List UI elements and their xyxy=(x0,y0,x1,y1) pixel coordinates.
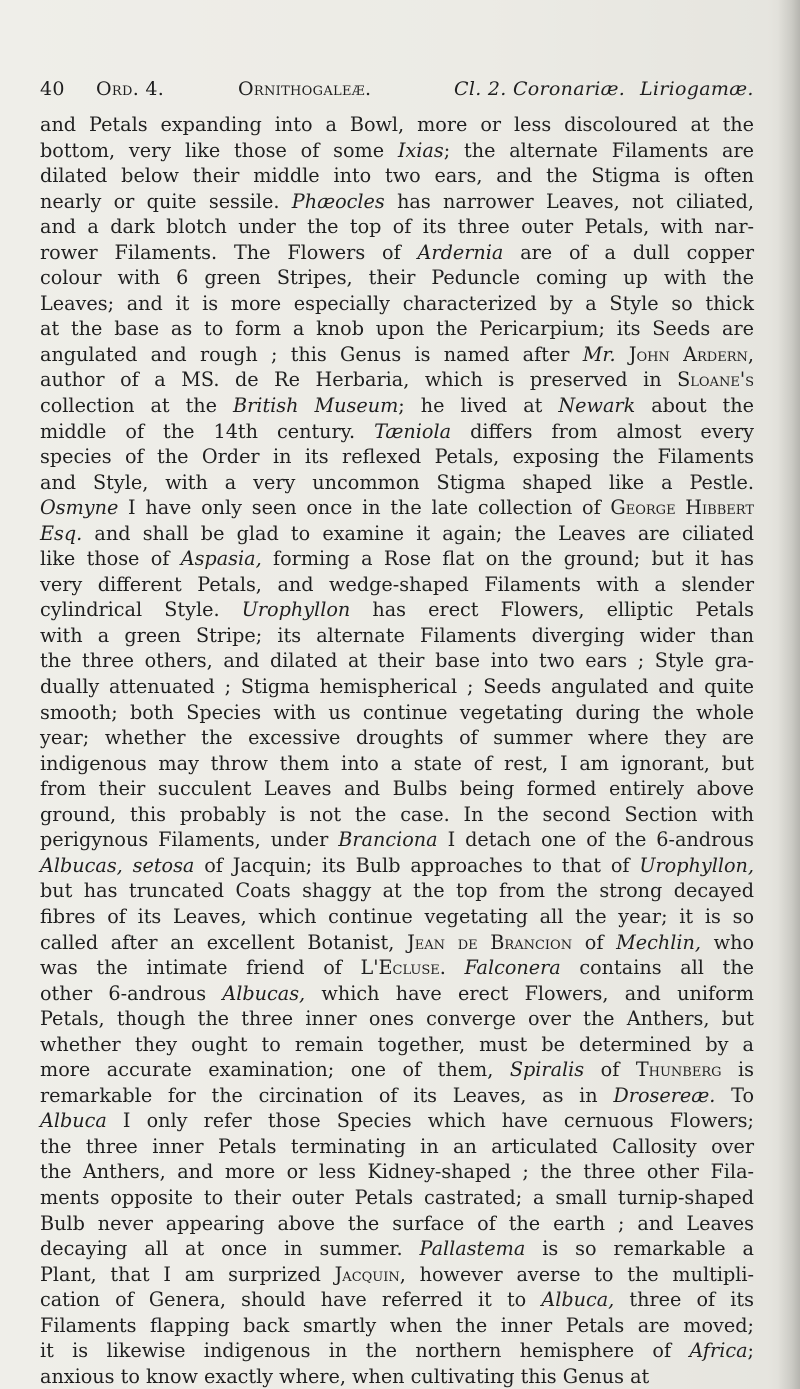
text-line xyxy=(40,1313,754,1339)
text-line xyxy=(40,572,754,598)
italic-term: Aspasia, xyxy=(180,547,262,571)
text-run: Leaves; and it is more especially characterized by a Style so thick xyxy=(40,291,754,315)
italic-term: Urophyllon, xyxy=(639,853,754,877)
text-run: of xyxy=(584,1058,636,1082)
text-line xyxy=(40,802,754,828)
italic-term: Osmyne xyxy=(40,496,119,520)
text-run: dually attenuated ; Stigma hemispherical ; Seeds angulated and quite xyxy=(40,675,754,699)
italic-term: Mr. xyxy=(582,342,616,366)
text-run: from their succulent Leaves and Bulbs being formed entirely above xyxy=(40,777,754,801)
text-run: indigenous may throw them into a state of rest, I am ignorant, but xyxy=(40,751,754,775)
text-line xyxy=(40,546,754,572)
text-run: differs from almost every xyxy=(451,419,754,443)
text-run: middle of the 14th century. xyxy=(40,419,375,443)
italic-term: Pallastema xyxy=(419,1237,526,1261)
text-line xyxy=(40,470,754,496)
text-run: ; the alternate Filaments are xyxy=(443,138,754,162)
text-line xyxy=(40,930,754,956)
text-line xyxy=(40,1211,754,1237)
italic-term: Newark xyxy=(558,394,636,418)
small-caps-name: George Hibbert xyxy=(610,496,754,520)
text-line xyxy=(40,495,754,521)
italic-term: Branciona xyxy=(338,828,438,852)
text-run: is so remarkable a xyxy=(525,1237,754,1261)
text-run: fibres of its Leaves, which continue vegetating all the year; it is so xyxy=(40,904,754,928)
text-line xyxy=(40,700,754,726)
text-run xyxy=(616,343,629,366)
text-run: forming a Rose flat on the ground; but it has xyxy=(261,547,754,571)
text-line xyxy=(40,751,754,777)
text-run: ; xyxy=(747,1339,754,1363)
text-run: cation of Genera, should have referred it to xyxy=(40,1288,542,1312)
text-run: smooth; both Species with us continue vegetating during the whole xyxy=(40,700,754,724)
text-run: dilated below their middle into two ears, and the Stigma is often xyxy=(40,164,754,188)
text-line xyxy=(40,214,754,240)
text-line xyxy=(40,367,754,393)
text-line xyxy=(40,776,754,802)
text-run: angulated and rough ; this Genus is named after xyxy=(40,342,583,366)
italic-term: Tæniola xyxy=(374,419,452,443)
text-line xyxy=(40,240,754,266)
text-line xyxy=(40,1159,754,1185)
italic-term: Albuca xyxy=(40,1109,107,1133)
small-caps-name: Sloane's xyxy=(677,368,754,392)
italic-term: Urophyllon xyxy=(241,598,351,622)
text-run: who xyxy=(700,930,754,954)
text-run: and Style, with a very uncommon Stigma shaped like a Pestle. xyxy=(40,470,754,494)
text-run: about the xyxy=(635,394,754,418)
text-line xyxy=(40,597,754,623)
text-line xyxy=(40,955,754,981)
text-run: called after an excellent Botanist, xyxy=(40,930,408,954)
text-run: at the base as to form a knob upon the Pericarpium; its Seeds are xyxy=(40,317,754,341)
text-line xyxy=(40,1108,754,1134)
order-name: Liriogamæ. xyxy=(640,78,754,100)
text-run: is xyxy=(721,1058,755,1082)
text-line xyxy=(40,1236,754,1262)
text-line xyxy=(40,444,754,470)
text-line xyxy=(40,623,754,649)
text-line xyxy=(40,827,754,853)
text-line xyxy=(40,1338,754,1364)
text-line xyxy=(40,904,754,930)
text-line xyxy=(40,725,754,751)
text-run: but has truncated Coats shaggy at the top from the strong decayed xyxy=(40,879,754,903)
text-line xyxy=(40,138,754,164)
text-run: perigynous Filaments, under xyxy=(40,828,339,852)
text-line xyxy=(40,1006,754,1032)
text-run: rower Filaments. The Flowers of xyxy=(40,240,418,264)
text-run: has narrower Leaves, not ciliated, xyxy=(384,189,755,213)
text-run: decaying all at once in summer. xyxy=(40,1237,420,1261)
text-run: which have erect Flowers, and uniform xyxy=(305,981,754,1005)
small-caps-name: Thunberg xyxy=(635,1058,722,1082)
text-line xyxy=(40,878,754,904)
italic-term: Mechlin, xyxy=(616,930,701,954)
text-run: like those of xyxy=(40,547,181,571)
text-line xyxy=(40,1262,754,1288)
text-run: Bulb never appearing above the surface of the earth ; and Leaves xyxy=(40,1211,754,1235)
text-run: species of the Order in its reflexed Petals, exposing the Filaments xyxy=(40,445,754,469)
text-line xyxy=(40,981,754,1007)
text-run: , xyxy=(747,342,754,366)
class-name: Cl. 2. Coronariæ. xyxy=(454,78,626,100)
text-run: the three inner Petals terminating in an articulated Callosity over xyxy=(40,1134,754,1158)
small-caps-name: Jacquin, xyxy=(334,1262,406,1286)
text-run: with a green Stripe; its alternate Filaments diverging wider than xyxy=(40,623,754,647)
text-run: contains all the xyxy=(560,956,754,980)
text-line xyxy=(40,1032,754,1058)
text-run: of xyxy=(572,930,617,954)
text-run: the Anthers, and more or less Kidney-shaped ; the three other Fila- xyxy=(40,1160,754,1184)
italic-term: Albucas, xyxy=(222,981,306,1005)
small-caps-name: L'Ecluse. xyxy=(360,956,446,980)
text-line xyxy=(40,342,754,368)
page-edge-shadow xyxy=(778,0,800,1389)
text-run: very different Petals, and wedge-shaped Filaments with a slender xyxy=(40,572,754,596)
text-line xyxy=(40,1364,754,1389)
text-line xyxy=(40,316,754,342)
text-run: I detach one of the 6-androus xyxy=(437,828,754,852)
text-line xyxy=(40,393,754,419)
text-run: nearly or quite sessile. xyxy=(40,189,292,213)
text-run: of Jacquin; its Bulb approaches to that of xyxy=(194,853,640,877)
text-run: the three others, and dilated at their base into two ears ; Style gra- xyxy=(40,649,754,673)
text-run: anxious to know exactly where, when cultivating this Genus at xyxy=(40,1364,650,1388)
text-run: cylindrical Style. xyxy=(40,598,242,622)
page-number: 40 xyxy=(40,78,65,100)
text-run: bottom, very like those of some xyxy=(40,138,398,162)
text-run: more accurate examination; one of them, xyxy=(40,1058,510,1082)
text-run: whether they ought to remain together, must be determined by a xyxy=(40,1032,754,1056)
text-line xyxy=(40,521,754,547)
body-paragraph xyxy=(40,112,754,1389)
italic-term: Falconera xyxy=(464,956,561,980)
text-run: ; he lived at xyxy=(398,394,559,418)
text-run: remarkable for the circination of its Leaves, as in xyxy=(40,1083,614,1107)
text-line xyxy=(40,163,754,189)
small-caps-name: Jean de Brancion xyxy=(407,930,573,954)
text-line xyxy=(40,1083,754,1109)
small-caps-name: John Ardern xyxy=(628,342,748,366)
italic-term: British Museum xyxy=(233,394,399,418)
text-run: year; whether the excessive droughts of summer where they are xyxy=(40,726,754,750)
running-head xyxy=(40,74,758,104)
text-run: Plant, that I am surprized xyxy=(40,1262,335,1286)
text-run: Petals, though the three inner ones converge over the Anthers, but xyxy=(40,1007,754,1031)
text-line xyxy=(40,265,754,291)
text-run: ments opposite to their outer Petals castrated; a small turnip-shaped xyxy=(40,1185,754,1209)
text-line xyxy=(40,1134,754,1160)
text-run: I only refer those Species which have cernuous Flowers; xyxy=(106,1109,754,1133)
text-run: it is likewise indigenous in the northern hemisphere of xyxy=(40,1339,690,1363)
italic-term: Phæocles xyxy=(291,189,385,213)
italic-term: Africa xyxy=(689,1339,748,1363)
text-run: Filaments flapping back smartly when the inner Petals are moved; xyxy=(40,1313,754,1337)
text-run: author of a MS. de Re Herbaria, which is preserved in xyxy=(40,368,678,392)
text-run xyxy=(446,956,465,979)
text-run: and a dark blotch under the top of its three outer Petals, with nar- xyxy=(40,215,754,239)
text-line xyxy=(40,291,754,317)
order-number: Ord. 4. xyxy=(96,78,165,100)
text-run: and shall be glad to examine it again; the Leaves are ciliated xyxy=(82,521,754,545)
text-run: ground, this probably is not the case. In the second Section with xyxy=(40,802,754,826)
text-run: collection at the xyxy=(40,394,234,418)
text-line xyxy=(40,1057,754,1083)
italic-term: Ardernia xyxy=(417,240,504,264)
italic-term: Albuca, xyxy=(541,1288,615,1312)
text-line xyxy=(40,419,754,445)
text-run: are of a dull copper xyxy=(503,240,754,264)
text-line xyxy=(40,112,754,138)
text-run: three of its xyxy=(614,1288,754,1312)
text-run: has erect Flowers, elliptic Petals xyxy=(350,598,754,622)
text-run: colour with 6 green Stripes, their Peduncle coming up with the xyxy=(40,266,754,290)
text-run: and Petals expanding into a Bowl, more or less discoloured at the xyxy=(40,113,754,136)
italic-term: Drosereæ. xyxy=(613,1083,716,1107)
text-line xyxy=(40,674,754,700)
text-run: To xyxy=(715,1083,754,1107)
text-line xyxy=(40,189,754,215)
text-run: was the intimate friend of xyxy=(40,956,361,980)
family-name: Ornithogaleæ. xyxy=(238,78,372,100)
text-line xyxy=(40,1287,754,1313)
text-run: I have only seen once in the late collection of xyxy=(118,496,611,520)
italic-term: Esq. xyxy=(40,521,83,545)
text-line xyxy=(40,1185,754,1211)
text-run: however averse to the multipli- xyxy=(405,1262,754,1286)
italic-term: Spiralis xyxy=(509,1058,585,1082)
text-line xyxy=(40,648,754,674)
text-line xyxy=(40,853,754,879)
text-run: other 6-androus xyxy=(40,981,223,1005)
italic-term: Albucas, setosa xyxy=(40,853,195,877)
italic-term: Ixias xyxy=(397,138,444,162)
